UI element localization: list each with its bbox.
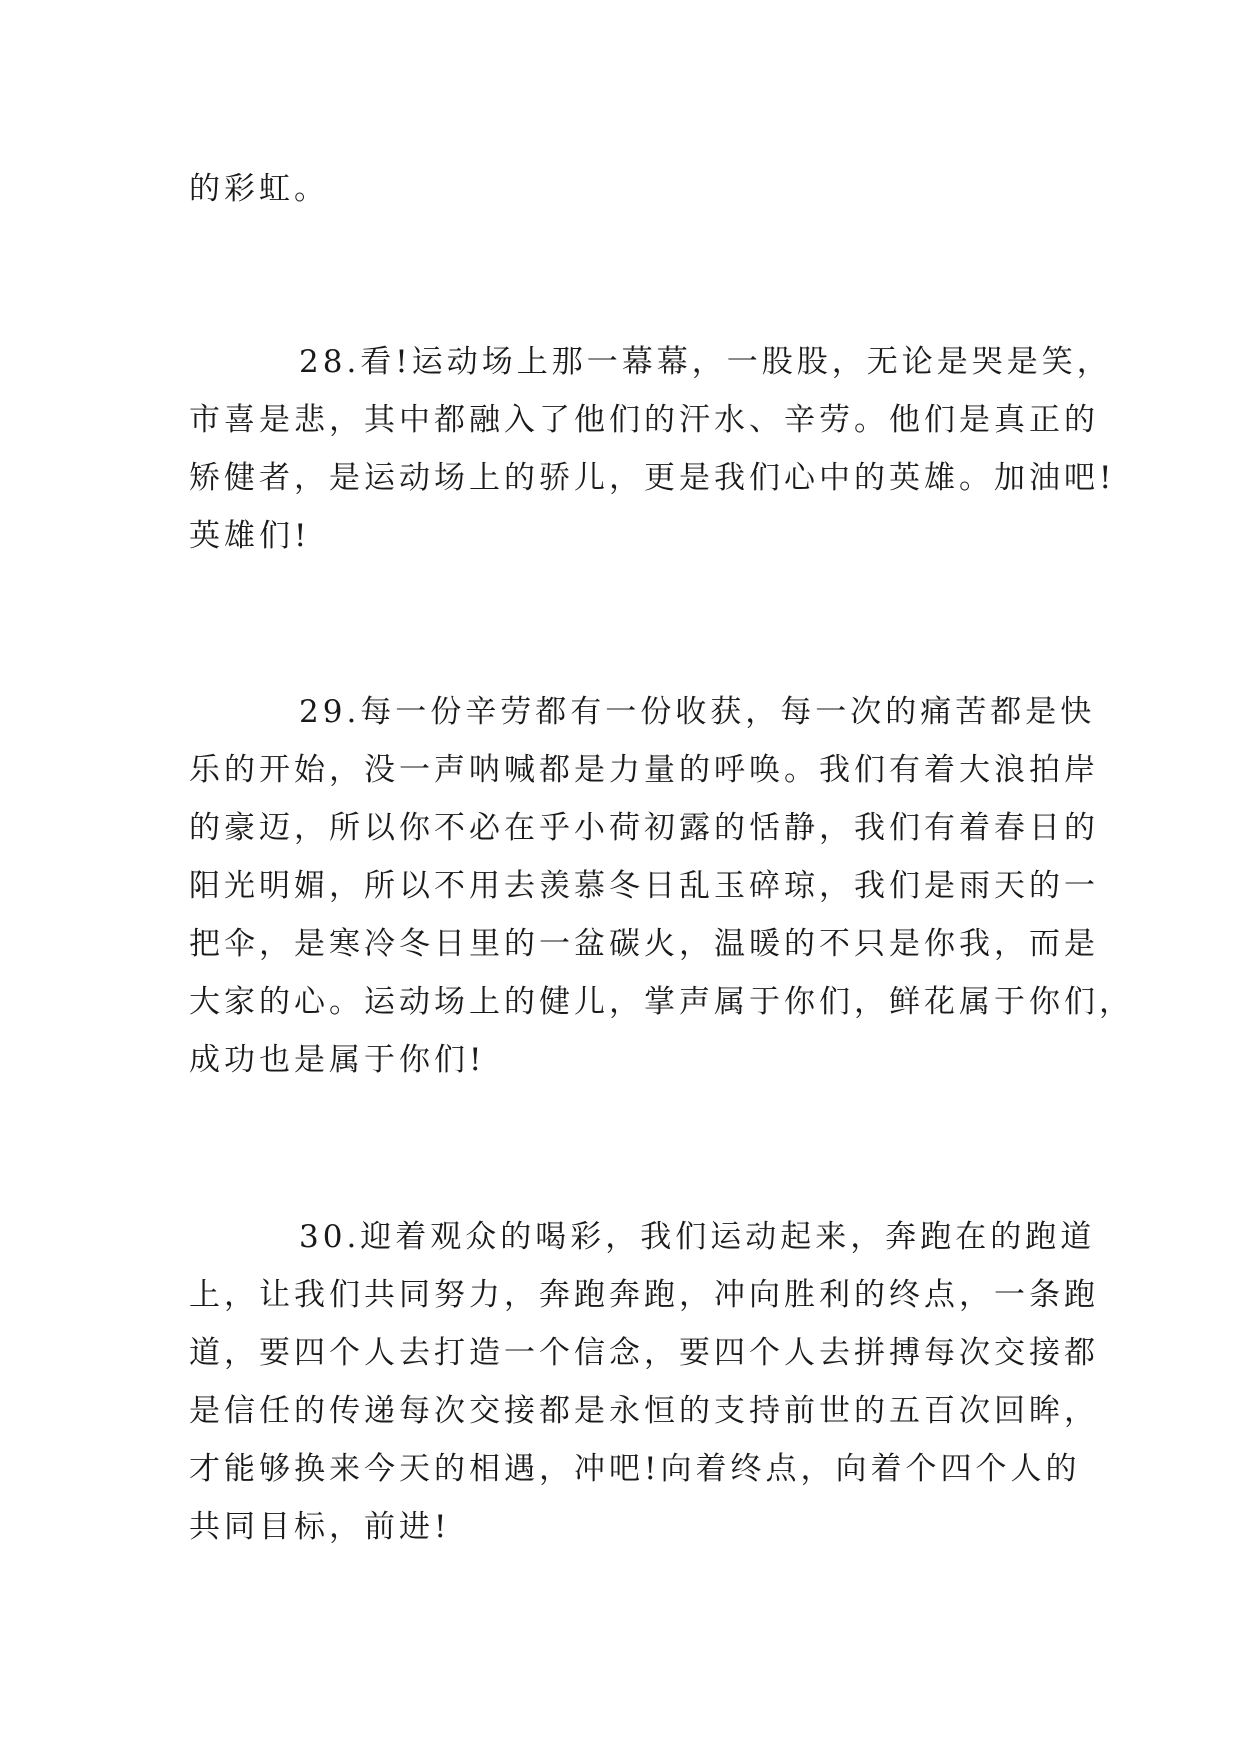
paragraph-30 [189,1208,1099,1556]
text-line: 乐的开始，没一声呐喊都是力量的呼唤。我们有着大浪拍岸 [189,752,1099,788]
text-line: 市喜是悲，其中都融入了他们的汗水、辛劳。他们是真正的 [189,402,1099,438]
text-line: 30.迎着观众的喝彩，我们运动起来，奔跑在的跑道 [299,1219,1096,1255]
text-line: 成功也是属于你们! [189,1042,486,1078]
text-line: 阳光明媚，所以不用去羡慕冬日乱玉碎琼，我们是雨天的一 [189,868,1099,904]
text-line: 才能够换来今天的相遇，冲吧!向着终点，向着个四个人的 [189,1451,1081,1487]
text-line: 上，让我们共同努力，奔跑奔跑，冲向胜利的终点，一条跑 [189,1277,1099,1313]
text-line: 的彩虹。 [189,171,329,207]
paragraph-28 [189,333,1116,565]
text-line: 28.看!运动场上那一幕幕，一股股，无论是哭是笑， [299,344,1112,380]
paragraph-29 [189,683,1134,1089]
text-line: 29.每一份辛劳都有一份收获，每一次的痛苦都是快 [299,694,1096,730]
text-line: 共同目标，前进! [189,1509,451,1545]
paragraph-continuation [189,160,1057,218]
text-line: 的豪迈，所以你不必在乎小荷初露的恬静，我们有着春日的 [189,810,1099,846]
text-line: 大家的心。运动场上的健儿，掌声属于你们，鲜花属于你们， [189,984,1134,1020]
text-line: 是信任的传递每次交接都是永恒的支持前世的五百次回眸， [189,1393,1099,1429]
text-line: 英雄们! [189,518,311,554]
text-line: 道，要四个人去打造一个信念，要四个人去拼搏每次交接都 [189,1335,1099,1371]
text-line: 矫健者，是运动场上的骄儿，更是我们心中的英雄。加油吧! [189,460,1116,496]
text-line: 把伞，是寒冷冬日里的一盆碳火，温暖的不只是你我，而是 [189,926,1099,962]
